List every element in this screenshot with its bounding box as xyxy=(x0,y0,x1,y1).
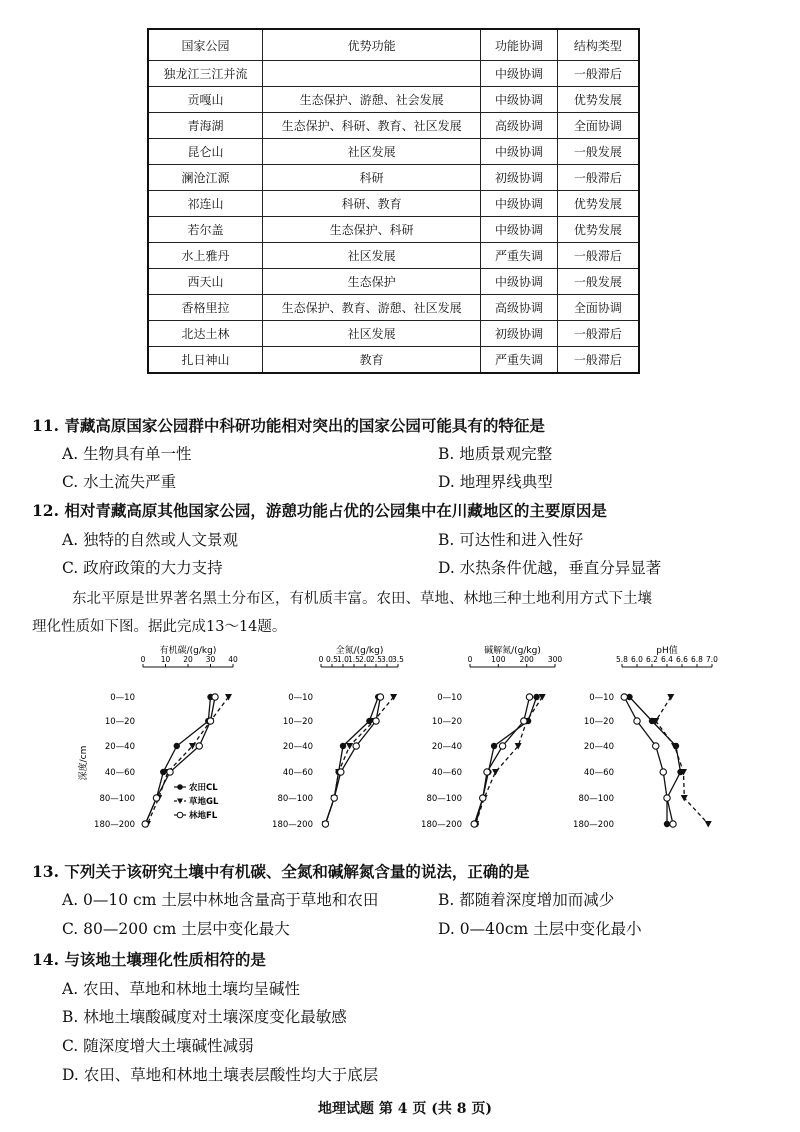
table-cell: 社区发展 xyxy=(263,243,481,269)
table-cell: 中级协调 xyxy=(481,139,557,165)
series-line xyxy=(656,697,709,824)
table-cell: 生态保护 xyxy=(263,269,481,295)
data-point xyxy=(660,769,666,775)
table-row xyxy=(148,347,639,374)
table-cell: 全面协调 xyxy=(557,113,639,139)
x-tick-label: 3.5 xyxy=(392,655,404,664)
table-row xyxy=(148,217,639,243)
data-point xyxy=(484,769,490,775)
x-tick-label: 200 xyxy=(519,655,534,664)
data-point xyxy=(533,694,539,700)
table-cell: 教育 xyxy=(263,347,481,374)
table-cell: 社区发展 xyxy=(263,321,481,347)
intro-line-1: 东北平原是世界著名黑土分布区，有机质丰富。农田、草地、林地三种土地利用方式下土壤 xyxy=(72,591,652,607)
data-point xyxy=(492,769,499,776)
series-line xyxy=(325,697,380,824)
data-point xyxy=(664,795,670,801)
data-point xyxy=(196,743,202,749)
q13-stem: 13. 下列关于该研究土壤中有机碳、全氮和碱解氮含量的说法，正确的是 xyxy=(32,862,530,881)
table-header-row xyxy=(148,29,639,61)
data-point xyxy=(634,718,640,724)
table-cell xyxy=(263,61,481,87)
y-category-label: 20—40 xyxy=(431,742,462,752)
q11-option-c: C. 水土流失严重 xyxy=(62,473,177,491)
q12-option-a: A. 独特的自然或人文景观 xyxy=(62,531,239,549)
table-cell: 中级协调 xyxy=(481,217,557,243)
x-tick-label: 6.0 xyxy=(631,655,643,664)
x-tick-label: 40 xyxy=(228,655,238,664)
q11-option-d: D. 地理界线典型 xyxy=(438,473,553,491)
q14-stem: 14. 与该地土壤理化性质相符的是 xyxy=(32,950,266,969)
q13-option-c: C. 80—200 cm 土层中变化最大 xyxy=(62,920,290,938)
table-cell: 生态保护、教育、游憩、社区发展 xyxy=(263,295,481,321)
x-tick-label: 300 xyxy=(547,655,563,664)
y-category-label: 10—20 xyxy=(282,717,313,727)
table-cell: 科研 xyxy=(263,165,481,191)
data-point xyxy=(377,694,383,700)
data-point xyxy=(521,718,527,724)
table-cell: 高级协调 xyxy=(481,295,557,321)
x-tick-label: 5.8 xyxy=(616,655,628,664)
q12-option-d: D. 水热条件优越，垂直分异显著 xyxy=(438,559,662,577)
y-category-label: 0—10 xyxy=(437,693,462,703)
table-cell: 优势发展 xyxy=(557,191,639,217)
data-point xyxy=(491,743,497,749)
series-line xyxy=(630,697,681,824)
data-point xyxy=(346,743,353,750)
y-category-label: 0—10 xyxy=(110,693,135,703)
x-tick-label: 3.0 xyxy=(381,655,393,664)
data-point xyxy=(212,694,218,700)
legend-label: 林地FL xyxy=(189,811,218,821)
y-category-label: 40—60 xyxy=(583,768,614,778)
series-line xyxy=(474,697,529,824)
x-tick-label: 30 xyxy=(205,655,216,664)
y-category-label: 0—10 xyxy=(589,693,614,703)
table-cell: 中级协调 xyxy=(481,269,557,295)
q12-option-c: C. 政府政策的大力支持 xyxy=(62,559,223,577)
y-category-label: 10—20 xyxy=(104,717,135,727)
x-tick-label: 20 xyxy=(183,655,193,664)
y-category-label: 40—60 xyxy=(431,768,462,778)
q11-option-a: A. 生物具有单一性 xyxy=(62,445,192,463)
y-category-label: 80—100 xyxy=(426,794,462,804)
x-tick-label: 7.0 xyxy=(706,655,718,664)
series-line xyxy=(476,697,543,824)
table-row xyxy=(148,113,639,139)
data-point xyxy=(499,743,505,749)
y-category-label: 80—100 xyxy=(99,794,135,804)
table-cell: 生态保护、科研、教育、社区发展 xyxy=(263,113,481,139)
x-tick-label: 0 xyxy=(140,655,146,664)
table-cell: 澜沧江源 xyxy=(148,165,263,191)
chart-title: pH值 xyxy=(656,646,678,656)
data-point xyxy=(471,821,477,827)
series-line xyxy=(624,697,673,824)
q14-option-c: C. 随深度增大土壤碱性减弱 xyxy=(62,1037,254,1055)
data-point xyxy=(353,743,359,749)
y-category-label: 180—200 xyxy=(272,820,313,830)
q11-stem: 11. 青藏高原国家公园群中科研功能相对突出的国家公园可能具有的特征是 xyxy=(32,416,545,435)
table-row xyxy=(148,243,639,269)
y-category-label: 20—40 xyxy=(104,742,135,752)
table-header-cell: 结构类型 xyxy=(557,29,639,61)
series-line xyxy=(325,697,393,824)
table-row xyxy=(148,321,639,347)
y-axis-label: 深度/cm xyxy=(79,745,89,781)
x-tick-label: 0.5 xyxy=(326,655,338,664)
y-category-label: 10—20 xyxy=(431,717,462,727)
y-category-label: 180—200 xyxy=(573,820,614,830)
table-cell: 生态保护、游憩、社会发展 xyxy=(263,87,481,113)
soil-property-charts xyxy=(0,645,800,840)
x-tick-label: 2.0 xyxy=(359,655,371,664)
table-cell: 中级协调 xyxy=(481,191,557,217)
legend-label: 农田CL xyxy=(189,783,218,793)
q11-option-b: B. 地质景观完整 xyxy=(438,445,553,463)
table-row xyxy=(148,295,639,321)
table-row xyxy=(148,165,639,191)
chart-title: 碱解氮/(g/kg) xyxy=(484,646,541,656)
table-cell: 一般滞后 xyxy=(557,61,639,87)
y-category-label: 10—20 xyxy=(583,717,614,727)
q13-option-a: A. 0—10 cm 土层中林地含量高于草地和农田 xyxy=(62,891,379,909)
data-point xyxy=(653,743,659,749)
table-cell: 香格里拉 xyxy=(148,295,263,321)
table-cell: 贡嘎山 xyxy=(148,87,263,113)
y-category-label: 20—40 xyxy=(583,742,614,752)
table-cell: 中级协调 xyxy=(481,87,557,113)
data-point xyxy=(664,821,670,827)
table-row xyxy=(148,191,639,217)
data-point xyxy=(207,718,213,724)
chart-title: 有机碳/(g/kg) xyxy=(159,646,217,656)
x-tick-label: 6.2 xyxy=(646,655,658,664)
table-header-cell: 功能协调 xyxy=(481,29,557,61)
data-point xyxy=(480,795,486,801)
data-point xyxy=(539,694,546,701)
chart-title: 全氮/(g/kg) xyxy=(335,646,384,656)
table-cell: 一般滞后 xyxy=(557,321,639,347)
table-cell: 优势发展 xyxy=(557,87,639,113)
table-cell: 独龙江三江并流 xyxy=(148,61,263,87)
q14-option-d: D. 农田、草地和林地土壤表层酸性均大于底层 xyxy=(62,1066,379,1084)
national-park-table xyxy=(147,28,640,374)
data-point xyxy=(681,795,688,802)
table-cell: 若尔盖 xyxy=(148,217,263,243)
q12-stem: 12. 相对青藏高原其他国家公园，游憩功能占优的公园集中在川藏地区的主要原因是 xyxy=(32,501,607,520)
table-cell: 西天山 xyxy=(148,269,263,295)
table-cell: 科研、教育 xyxy=(263,191,481,217)
data-point xyxy=(670,821,676,827)
table-cell: 水上雅丹 xyxy=(148,243,263,269)
data-point xyxy=(153,795,159,801)
table-cell: 青海湖 xyxy=(148,113,263,139)
data-point xyxy=(373,718,379,724)
intro-line-2: 理化性质如下图。据此完成13～14题。 xyxy=(32,619,287,635)
legend-marker xyxy=(177,812,183,818)
page-footer: 地理试题 第 4 页 (共 8 页) xyxy=(318,1101,492,1117)
table-cell: 扎日神山 xyxy=(148,347,263,374)
data-point xyxy=(167,769,173,775)
table-cell: 严重失调 xyxy=(481,243,557,269)
table-cell: 严重失调 xyxy=(481,347,557,374)
q12-option-b: B. 可达性和进入性好 xyxy=(438,531,584,549)
q13-option-b: B. 都随着深度增加而减少 xyxy=(438,891,615,909)
legend-marker xyxy=(177,784,183,790)
legend-label: 草地GL xyxy=(189,797,219,807)
table-header-cell: 国家公园 xyxy=(148,29,263,61)
data-point xyxy=(174,743,180,749)
series-line xyxy=(325,697,378,824)
y-category-label: 80—100 xyxy=(277,794,313,804)
x-tick-label: 10 xyxy=(160,655,171,664)
x-tick-label: 100 xyxy=(491,655,506,664)
table-cell: 一般滞后 xyxy=(557,165,639,191)
table-cell: 初级协调 xyxy=(481,165,557,191)
table-cell: 北达土林 xyxy=(148,321,263,347)
q14-option-b: B. 林地土壤酸碱度对土壤深度变化最敏感 xyxy=(62,1008,347,1026)
data-point xyxy=(340,743,346,749)
x-tick-label: 0 xyxy=(318,655,324,664)
legend-marker xyxy=(177,799,183,805)
y-category-label: 180—200 xyxy=(421,820,462,830)
table-cell: 高级协调 xyxy=(481,113,557,139)
table-cell: 全面协调 xyxy=(557,295,639,321)
table-cell: 优势发展 xyxy=(557,217,639,243)
q14-option-a: A. 农田、草地和林地土壤均呈碱性 xyxy=(62,980,301,998)
data-point xyxy=(705,821,712,828)
x-tick-label: 6.6 xyxy=(676,655,688,664)
table-row xyxy=(148,139,639,165)
y-category-label: 80—100 xyxy=(578,794,614,804)
data-point xyxy=(621,694,627,700)
table-cell: 一般发展 xyxy=(557,269,639,295)
data-point xyxy=(338,769,344,775)
table-cell: 初级协调 xyxy=(481,321,557,347)
y-category-label: 20—40 xyxy=(282,742,313,752)
x-tick-label: 1.5 xyxy=(348,655,360,664)
table-cell: 生态保护、科研 xyxy=(263,217,481,243)
table-cell: 一般滞后 xyxy=(557,347,639,374)
data-point xyxy=(142,821,148,827)
table-cell: 祁连山 xyxy=(148,191,263,217)
x-tick-label: 6.8 xyxy=(691,655,703,664)
x-tick-label: 1.0 xyxy=(337,655,349,664)
y-category-label: 40—60 xyxy=(104,768,135,778)
data-point xyxy=(331,795,337,801)
q13-option-d: D. 0—40cm 土层中变化最小 xyxy=(438,920,642,938)
data-point xyxy=(322,821,328,827)
y-category-label: 0—10 xyxy=(288,693,313,703)
table-cell: 昆仑山 xyxy=(148,139,263,165)
y-category-label: 180—200 xyxy=(94,820,135,830)
data-point xyxy=(667,694,674,701)
table-cell: 一般滞后 xyxy=(557,243,639,269)
table-row xyxy=(148,61,639,87)
table-cell: 一般发展 xyxy=(557,139,639,165)
data-point xyxy=(526,694,532,700)
y-category-label: 40—60 xyxy=(282,768,313,778)
table-cell: 社区发展 xyxy=(263,139,481,165)
table-row xyxy=(148,269,639,295)
table-header-cell: 优势功能 xyxy=(263,29,481,61)
x-tick-label: 0 xyxy=(467,655,473,664)
x-tick-label: 6.4 xyxy=(661,655,673,664)
x-tick-label: 2.5 xyxy=(370,655,382,664)
table-cell: 中级协调 xyxy=(481,61,557,87)
table-row xyxy=(148,87,639,113)
